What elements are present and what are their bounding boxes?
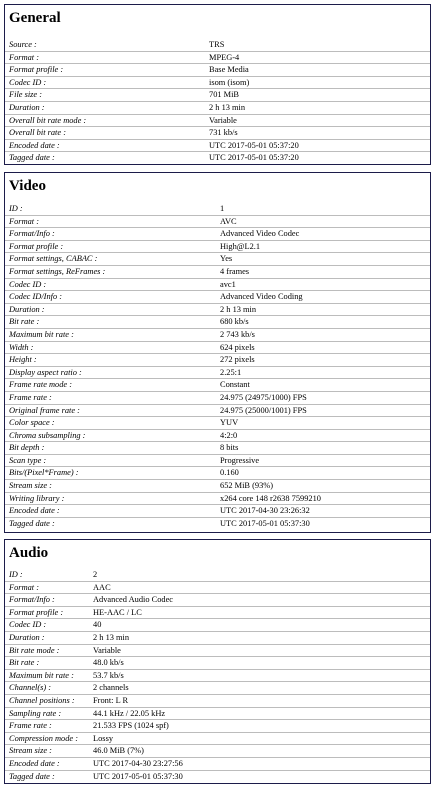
field-label: Format profile : (9, 607, 64, 617)
field-value: Yes (220, 254, 233, 264)
field-label: Maximum bit rate : (9, 329, 74, 339)
info-row (5, 594, 430, 607)
info-row (5, 64, 430, 77)
field-value: 53.7 kb/s (93, 670, 124, 680)
field-label: Overall bit rate mode : (9, 115, 87, 125)
field-value: avc1 (220, 279, 236, 289)
info-row (5, 354, 430, 367)
info-row (5, 480, 430, 493)
field-label: Tagged date : (9, 771, 55, 781)
info-row (5, 758, 430, 771)
info-row (5, 228, 430, 241)
field-value: 2 h 13 min (93, 632, 130, 642)
field-label: Duration : (9, 632, 45, 642)
info-row (5, 708, 430, 721)
field-label: Frame rate mode : (9, 380, 73, 390)
field-label: Encoded date : (9, 140, 60, 150)
field-value: Advanced Video Coding (220, 292, 303, 302)
field-label: Codec ID/Info : (9, 292, 63, 302)
video-section (4, 172, 431, 533)
field-value: Advanced Video Codec (220, 229, 300, 239)
field-label: Bits/(Pixel*Frame) : (9, 468, 79, 478)
field-label: Format settings, ReFrames : (9, 266, 106, 276)
field-label: Maximum bit rate : (9, 670, 74, 680)
info-row (5, 77, 430, 90)
field-label: Width : (9, 342, 34, 352)
field-label: Codec ID : (9, 77, 47, 87)
field-value: 2 h 13 min (209, 102, 246, 112)
field-label: Format profile : (9, 241, 64, 251)
field-label: Tagged date : (9, 153, 55, 163)
field-value: 21.533 FPS (1024 spf) (93, 721, 169, 731)
field-value: UTC 2017-04-30 23:27:56 (93, 758, 183, 768)
field-value: HE-AAC / LC (93, 607, 142, 617)
field-value: 2 h 13 min (220, 304, 257, 314)
field-label: Tagged date : (9, 518, 55, 528)
field-label: Height : (9, 355, 37, 365)
field-label: Format settings, CABAC : (9, 254, 98, 264)
info-row (5, 52, 430, 65)
info-row (5, 582, 430, 595)
field-value: 8 bits (220, 443, 239, 453)
field-label: Color space : (9, 418, 55, 428)
info-row (5, 405, 430, 418)
info-row (5, 695, 430, 708)
field-label: Bit rate : (9, 317, 40, 327)
field-value: 731 kb/s (209, 128, 238, 138)
field-value: 24.975 (24975/1000) FPS (220, 392, 307, 402)
field-value: Advanced Audio Codec (93, 595, 174, 605)
info-row (5, 342, 430, 355)
field-value: Variable (209, 115, 237, 125)
info-row (5, 720, 430, 733)
field-label: Overall bit rate : (9, 128, 66, 138)
field-value: Constant (220, 380, 250, 390)
field-label: Scan type : (9, 455, 47, 465)
field-value: 272 pixels (220, 355, 255, 365)
info-row (5, 216, 430, 229)
field-value: 2 channels (93, 683, 129, 693)
field-value: 2 743 kb/s (220, 329, 255, 339)
info-row (5, 127, 430, 140)
field-value: 652 MiB (93%) (220, 481, 274, 491)
info-row (5, 670, 430, 683)
field-label: Writing library : (9, 493, 65, 503)
field-value: isom (isom) (209, 77, 250, 87)
info-row (5, 657, 430, 670)
section-title-audio: Audio (9, 545, 49, 561)
info-row (5, 632, 430, 645)
field-label: Format : (9, 52, 40, 62)
info-row (5, 253, 430, 266)
info-row (5, 203, 430, 216)
field-value: UTC 2017-05-01 05:37:20 (209, 153, 299, 163)
field-value: UTC 2017-05-01 05:37:30 (220, 518, 310, 528)
field-value: x264 core 148 r2638 7599210 (220, 493, 321, 503)
field-value: 680 kb/s (220, 317, 249, 327)
field-value: UTC 2017-04-30 23:26:32 (220, 506, 310, 516)
field-label: Original frame rate : (9, 405, 80, 415)
field-label: Duration : (9, 304, 45, 314)
section-title-general: General (9, 10, 61, 26)
field-label: ID : (9, 204, 23, 213)
info-row (5, 455, 430, 468)
field-label: Compression mode : (9, 733, 79, 743)
field-value: 0.160 (220, 468, 239, 478)
info-row (5, 569, 430, 582)
info-row (5, 379, 430, 392)
info-row (5, 367, 430, 380)
info-row (5, 467, 430, 480)
info-row (5, 771, 430, 784)
field-label: Format/Info : (9, 595, 55, 605)
audio-rows (5, 569, 430, 783)
field-value: Front: L R (93, 695, 129, 705)
general-section (4, 4, 431, 165)
info-row (5, 329, 430, 342)
field-label: Frame rate : (9, 392, 52, 402)
field-value: 48.0 kb/s (93, 658, 124, 668)
field-label: Source : (9, 40, 37, 49)
field-label: File size : (9, 90, 43, 100)
audio-section (4, 539, 431, 784)
field-value: UTC 2017-05-01 05:37:20 (209, 140, 299, 150)
section-title-video: Video (9, 178, 46, 194)
info-row (5, 115, 430, 128)
info-row (5, 89, 430, 102)
field-label: Display aspect ratio : (9, 367, 82, 377)
field-value: Progressive (220, 455, 260, 465)
info-row (5, 304, 430, 317)
field-label: Frame rate : (9, 721, 52, 731)
general-rows (5, 39, 430, 165)
field-label: Stream size : (9, 481, 52, 491)
field-value: High@L2.1 (220, 241, 261, 251)
field-label: Format : (9, 216, 40, 226)
field-label: Channel positions : (9, 695, 75, 705)
info-row (5, 241, 430, 254)
field-label: Codec ID : (9, 279, 47, 289)
field-value: 40 (93, 620, 102, 630)
field-value: MPEG-4 (209, 52, 240, 62)
info-row (5, 619, 430, 632)
field-label: Sampling rate : (9, 708, 62, 718)
field-value: 4 frames (220, 266, 250, 276)
field-label: Channel(s) : (9, 683, 52, 693)
field-value: YUV (220, 418, 239, 428)
field-value: Base Media (209, 65, 249, 75)
field-value: Variable (93, 645, 121, 655)
info-row (5, 430, 430, 443)
field-value: 4:2:0 (220, 430, 238, 440)
info-row (5, 442, 430, 455)
field-label: Stream size : (9, 746, 52, 756)
info-row (5, 505, 430, 518)
field-value: TRS (209, 40, 225, 49)
info-row (5, 152, 430, 165)
field-label: Format profile : (9, 65, 64, 75)
info-row (5, 102, 430, 115)
field-value: 2 (93, 570, 98, 579)
field-label: Bit rate mode : (9, 645, 60, 655)
info-row (5, 266, 430, 279)
info-row (5, 417, 430, 430)
field-label: Bit rate : (9, 658, 40, 668)
field-value: Lossy (93, 733, 114, 743)
field-value: 624 pixels (220, 342, 255, 352)
field-value: AAC (93, 582, 111, 592)
field-value: 46.0 MiB (7%) (93, 746, 144, 756)
field-label: Duration : (9, 102, 45, 112)
field-label: ID : (9, 570, 23, 579)
field-value: 24.975 (25000/1001) FPS (220, 405, 307, 415)
field-value: 44.1 kHz / 22.05 kHz (93, 708, 166, 718)
field-label: Codec ID : (9, 620, 47, 630)
field-value: AVC (220, 216, 237, 226)
info-row (5, 291, 430, 304)
info-row (5, 733, 430, 746)
field-label: Bit depth : (9, 443, 45, 453)
field-value: 1 (220, 204, 225, 213)
field-value: UTC 2017-05-01 05:37:30 (93, 771, 183, 781)
info-row (5, 140, 430, 153)
info-row (5, 518, 430, 531)
video-rows (5, 203, 430, 530)
field-label: Format/Info : (9, 229, 55, 239)
field-label: Format : (9, 582, 40, 592)
field-label: Chroma subsampling : (9, 430, 86, 440)
field-label: Encoded date : (9, 506, 60, 516)
info-row (5, 39, 430, 52)
field-label: Encoded date : (9, 758, 60, 768)
field-value: 2.25:1 (220, 367, 242, 377)
info-row (5, 279, 430, 292)
info-row (5, 493, 430, 506)
info-row (5, 607, 430, 620)
field-value: 701 MiB (209, 90, 240, 100)
info-row (5, 392, 430, 405)
info-row (5, 645, 430, 658)
info-row (5, 745, 430, 758)
info-row (5, 682, 430, 695)
info-row (5, 316, 430, 329)
